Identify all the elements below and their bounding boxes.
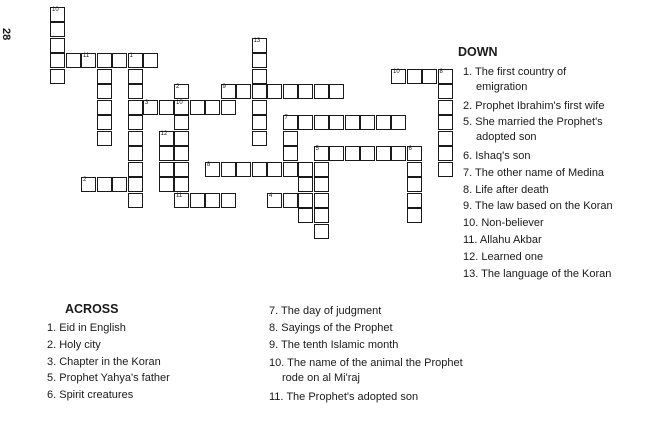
grid-cell[interactable]	[221, 84, 236, 99]
grid-cell[interactable]	[190, 100, 205, 115]
across-clue-text: 7. The day of judgment	[269, 305, 382, 317]
across-clue-text: 2. Holy city	[47, 338, 101, 351]
grid-cell[interactable]	[252, 115, 267, 130]
grid-cell[interactable]	[159, 131, 174, 146]
down-clue	[463, 233, 542, 248]
grid-cell[interactable]	[314, 115, 329, 130]
grid-cell[interactable]	[205, 162, 220, 177]
clue-number: 10	[52, 6, 59, 13]
grid-cell[interactable]	[298, 162, 313, 177]
clue-number: 5	[315, 146, 319, 152]
down-clue	[463, 115, 603, 145]
clue-number: 9	[222, 84, 226, 90]
grid-cell[interactable]	[298, 177, 313, 192]
clue-number: 11	[176, 192, 183, 199]
grid-cell[interactable]	[329, 84, 344, 99]
grid-cell[interactable]	[174, 162, 189, 177]
down-clue-text: 9. The law based on the Koran	[463, 200, 613, 213]
down-clue	[463, 149, 531, 164]
grid-cell[interactable]	[314, 208, 329, 223]
grid-cell[interactable]	[174, 131, 189, 146]
down-clue-text: 11. Allahu Akbar	[463, 234, 542, 246]
grid-cell[interactable]	[314, 84, 329, 99]
grid-cell[interactable]	[407, 177, 422, 192]
down-heading: DOWN	[458, 45, 498, 59]
grid-cell[interactable]	[438, 162, 453, 177]
grid-cell[interactable]	[221, 100, 236, 115]
down-clue	[463, 183, 549, 198]
grid-cell[interactable]	[252, 84, 267, 99]
grid-cell[interactable]	[143, 53, 158, 68]
clue-number: 2	[176, 84, 180, 90]
grid-cell[interactable]	[252, 131, 267, 146]
across-clue	[47, 355, 161, 370]
grid-cell[interactable]	[128, 177, 143, 192]
grid-cell[interactable]	[112, 177, 127, 192]
grid-cell[interactable]	[97, 53, 112, 68]
grid-cell[interactable]	[314, 177, 329, 192]
down-clue	[463, 99, 605, 114]
across-clue-text: 1. Eid in English	[47, 322, 126, 334]
grid-cell[interactable]	[236, 84, 251, 99]
across-clue	[269, 390, 418, 405]
grid-cell[interactable]	[438, 100, 453, 115]
down-clue-text: 10. Non-believer	[463, 217, 544, 230]
grid-cell[interactable]	[128, 84, 143, 99]
grid-cell[interactable]	[314, 146, 329, 161]
down-clue-text-cont: adopted son	[476, 131, 537, 144]
clue-number: 6	[408, 146, 412, 152]
grid-cell[interactable]	[407, 69, 422, 84]
grid-cell[interactable]	[81, 177, 96, 192]
grid-cell[interactable]	[283, 84, 298, 99]
grid-cell[interactable]	[314, 193, 329, 208]
grid-cell[interactable]	[159, 146, 174, 161]
grid-cell[interactable]	[128, 193, 143, 208]
down-clue-text-cont: emigration	[476, 81, 528, 93]
grid-cell[interactable]	[314, 224, 329, 239]
grid-cell[interactable]	[221, 162, 236, 177]
grid-cell[interactable]	[174, 115, 189, 130]
down-clue-text: 2. Prophet Ibrahim's first wife	[463, 99, 605, 112]
grid-cell[interactable]	[283, 193, 298, 208]
clue-number: 1	[129, 53, 133, 59]
grid-cell[interactable]	[174, 146, 189, 161]
down-clue-text: 13. The language of the Koran	[463, 267, 612, 280]
grid-cell[interactable]	[97, 84, 112, 99]
grid-cell[interactable]	[159, 177, 174, 192]
grid-cell[interactable]	[345, 115, 360, 130]
grid-cell[interactable]	[128, 100, 143, 115]
across-clue-text: 5. Prophet Yahya's father	[47, 372, 170, 385]
down-clue	[463, 166, 604, 181]
clue-number: 11	[83, 53, 90, 59]
across-heading: ACROSS	[65, 302, 119, 316]
grid-cell[interactable]	[97, 177, 112, 192]
clue-number: 8	[439, 68, 443, 75]
across-clue	[269, 356, 463, 386]
grid-cell[interactable]	[267, 162, 282, 177]
grid-cell[interactable]	[205, 100, 220, 115]
across-clue-text: 3. Chapter in the Koran	[47, 355, 161, 368]
grid-cell[interactable]	[345, 146, 360, 161]
across-clue	[269, 338, 398, 353]
grid-cell[interactable]	[174, 177, 189, 192]
grid-cell[interactable]	[391, 69, 406, 84]
down-clue-text: 6. Ishaq's son	[463, 150, 531, 162]
across-clue	[269, 304, 381, 319]
across-clue	[47, 371, 170, 386]
grid-cell[interactable]	[159, 100, 174, 115]
down-clue	[463, 65, 566, 95]
grid-cell[interactable]	[174, 100, 189, 115]
grid-cell[interactable]	[97, 100, 112, 115]
grid-cell[interactable]	[298, 193, 313, 208]
clue-number: 10	[393, 68, 400, 75]
grid-cell[interactable]	[283, 146, 298, 161]
clue-number: 12	[160, 130, 168, 137]
grid-cell[interactable]	[128, 115, 143, 130]
down-clue-text: 5. She married the Prophet's	[463, 116, 603, 129]
grid-cell[interactable]	[174, 84, 189, 99]
grid-cell[interactable]	[128, 131, 143, 146]
grid-cell[interactable]	[283, 131, 298, 146]
grid-cell[interactable]	[50, 69, 65, 84]
grid-cell[interactable]	[283, 115, 298, 130]
down-clue	[463, 267, 611, 282]
grid-cell[interactable]	[283, 162, 298, 177]
across-clue-text: 8. Sayings of the Prophet	[269, 322, 393, 335]
grid-cell[interactable]	[205, 193, 220, 208]
down-clue-text: 12. Learned one	[463, 250, 544, 263]
grid-cell[interactable]	[438, 146, 453, 161]
grid-cell[interactable]	[159, 162, 174, 177]
grid-cell[interactable]	[50, 53, 65, 68]
grid-cell[interactable]	[112, 53, 127, 68]
grid-cell[interactable]	[438, 84, 453, 99]
clue-number: 3	[145, 99, 149, 106]
down-clue	[463, 250, 543, 265]
grid-cell[interactable]	[298, 84, 313, 99]
grid-cell[interactable]	[329, 146, 344, 161]
grid-cell[interactable]	[252, 100, 267, 115]
grid-cell[interactable]	[422, 69, 437, 84]
clue-number: 2	[83, 177, 87, 183]
grid-cell[interactable]	[190, 193, 205, 208]
grid-cell[interactable]	[376, 115, 391, 130]
grid-cell[interactable]	[438, 69, 453, 84]
grid-cell[interactable]	[376, 146, 391, 161]
across-clue-text: 9. The tenth Islamic month	[269, 339, 399, 352]
down-clue	[463, 216, 544, 231]
grid-cell[interactable]	[407, 162, 422, 177]
clue-number: 4	[269, 192, 273, 199]
grid-cell[interactable]	[221, 193, 236, 208]
grid-cell[interactable]	[407, 208, 422, 223]
grid-cell[interactable]	[267, 193, 282, 208]
grid-cell[interactable]	[66, 53, 81, 68]
grid-cell[interactable]	[252, 38, 267, 53]
grid-cell[interactable]	[128, 69, 143, 84]
across-clue-text: 6. Spirit creatures	[47, 389, 134, 402]
across-clue	[47, 321, 126, 336]
clue-number: 10	[176, 99, 183, 106]
page-number: 28	[0, 28, 12, 41]
grid-cell[interactable]	[128, 146, 143, 161]
grid-cell[interactable]	[252, 53, 267, 68]
clue-number: 7	[284, 115, 288, 121]
grid-cell[interactable]	[329, 115, 344, 130]
across-clue	[47, 388, 133, 403]
grid-cell[interactable]	[252, 162, 267, 177]
grid-cell[interactable]	[50, 7, 65, 22]
grid-cell[interactable]	[407, 193, 422, 208]
clue-number: 13	[253, 37, 261, 44]
down-clue	[463, 199, 613, 214]
grid-cell[interactable]	[360, 115, 375, 130]
grid-cell[interactable]	[391, 146, 406, 161]
grid-cell[interactable]	[97, 115, 112, 130]
grid-cell[interactable]	[81, 53, 96, 68]
grid-cell[interactable]	[97, 69, 112, 84]
grid-cell[interactable]	[174, 193, 189, 208]
down-clue-text: 1. The first country of	[463, 66, 567, 78]
grid-cell[interactable]	[143, 100, 158, 115]
grid-cell[interactable]	[97, 131, 112, 146]
across-clue-text: 11. The Prophet's adopted son	[269, 391, 419, 403]
across-clue	[47, 338, 101, 353]
grid-cell[interactable]	[438, 115, 453, 130]
grid-cell[interactable]	[438, 131, 453, 146]
grid-cell[interactable]	[50, 38, 65, 53]
grid-cell[interactable]	[267, 84, 282, 99]
down-clue-text: 7. The other name of Medina	[463, 166, 605, 179]
grid-cell[interactable]	[50, 22, 65, 37]
grid-cell[interactable]	[407, 146, 422, 161]
grid-cell[interactable]	[128, 53, 143, 68]
clue-number: 8	[207, 161, 211, 168]
grid-cell[interactable]	[128, 162, 143, 177]
grid-cell[interactable]	[360, 146, 375, 161]
across-clue-text-cont: rode on al Mi'raj	[282, 371, 360, 384]
grid-cell[interactable]	[298, 115, 313, 130]
grid-cell[interactable]	[391, 115, 406, 130]
grid-cell[interactable]	[314, 162, 329, 177]
crossword-grid	[0, 0, 460, 240]
grid-cell[interactable]	[298, 208, 313, 223]
grid-cell[interactable]	[236, 162, 251, 177]
across-clue	[269, 321, 393, 336]
across-clue-text: 10. The name of the animal the Prophet	[269, 356, 463, 369]
grid-cell[interactable]	[252, 69, 267, 84]
down-clue-text: 8. Life after death	[463, 183, 549, 196]
